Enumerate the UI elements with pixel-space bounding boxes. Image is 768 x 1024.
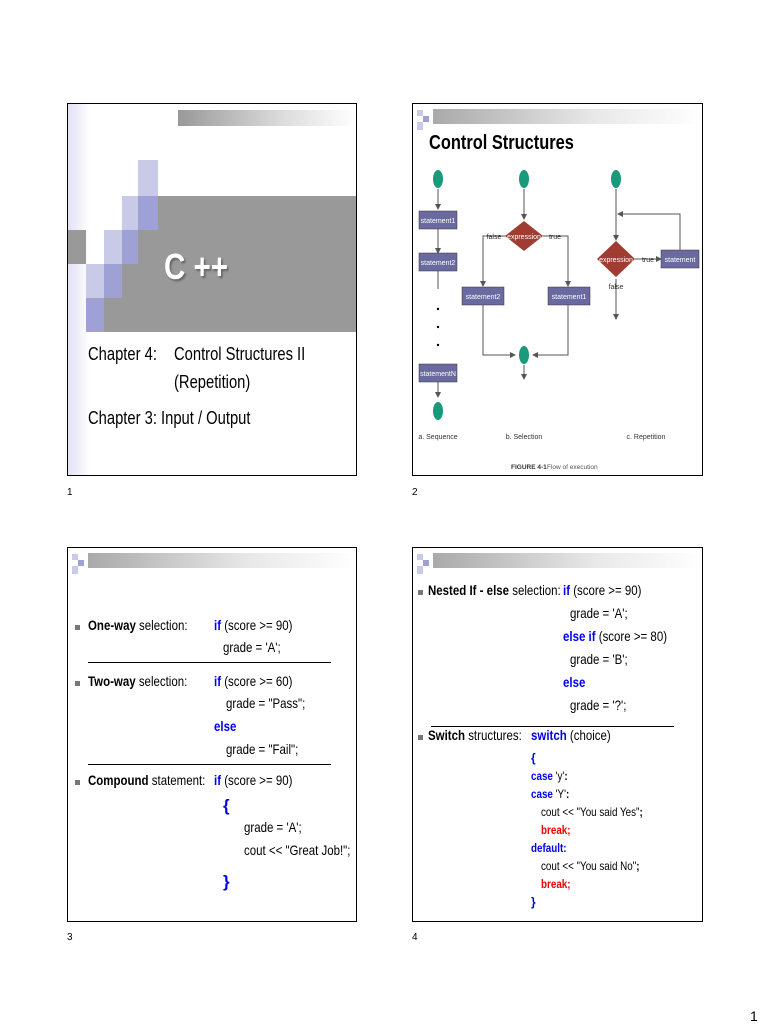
sel-expression: expression (507, 234, 541, 241)
figure-caption: Flow of execution (547, 464, 598, 471)
case-y: case 'y': (531, 769, 568, 783)
chapter3-line: Chapter 3: Input / Output (88, 408, 251, 428)
page-number: 1 (750, 1008, 758, 1024)
slide-4 (412, 547, 703, 922)
bullet-icon (75, 625, 80, 630)
seq-statement1: statement1 (420, 218, 456, 225)
compound-label: Compound statement: (88, 772, 206, 788)
bullet-icon (418, 735, 423, 740)
twoway-label: Two-way selection: (88, 673, 188, 689)
nested-grade-a: grade = 'A'; (570, 605, 628, 621)
nested-else: else (563, 674, 586, 690)
figure-label: FIGURE 4-1 (511, 464, 547, 471)
slide-title: C ++ (164, 246, 228, 287)
chapter4-label: Chapter 4: (88, 344, 157, 364)
deco-square (138, 160, 158, 196)
top-gradient-bar (88, 553, 356, 568)
divider (88, 662, 331, 663)
default-label: default: (531, 841, 567, 855)
top-gradient-bar (433, 109, 702, 124)
nested-grade-q: grade = '?'; (570, 697, 627, 713)
chapter4-title: Control Structures II (174, 344, 306, 364)
bullet-icon (75, 780, 80, 785)
twoway-code-else: else (214, 718, 237, 734)
slide-title: Control Structures (429, 132, 574, 154)
seq-statementN: statementN (420, 371, 456, 378)
sel-statement2: statement2 (465, 294, 501, 301)
rep-true-label: true (641, 257, 655, 264)
rep-expression: expression (599, 257, 633, 264)
close-brace: } (223, 872, 230, 891)
twoway-code-fail: grade = "Fail"; (226, 741, 299, 757)
open-brace: { (223, 796, 230, 815)
nested-grade-b: grade = 'B'; (570, 651, 628, 667)
compound-code-grade: grade = 'A'; (244, 819, 302, 835)
slide-1 (67, 103, 357, 476)
deco-square (423, 560, 429, 566)
bullet-icon (418, 590, 423, 595)
deco-square (78, 560, 84, 566)
nested-if: if (score >= 90) (563, 582, 642, 598)
caption-repetition: c. Repetition (626, 434, 666, 441)
switch-open-brace: { (531, 751, 536, 765)
switch-close-brace: } (531, 895, 536, 909)
case-Y: case 'Y': (531, 787, 570, 801)
nested-label: Nested If - else selection: (428, 582, 561, 598)
oneway-code-if: if (score >= 90) (214, 617, 293, 633)
true-label: true (548, 234, 562, 241)
rep-statement: statement (664, 257, 696, 264)
oneway-label: One-way selection: (88, 617, 188, 633)
caption-sequence: a. Sequence (418, 434, 458, 441)
sel-statement1: statement1 (551, 294, 587, 301)
break-2: break; (541, 877, 571, 891)
deco-square (423, 116, 429, 122)
bullet-icon (75, 681, 80, 686)
divider (88, 764, 331, 765)
slide-2 (412, 103, 703, 476)
deco-square (72, 566, 78, 574)
top-gradient-bar (178, 110, 356, 126)
slide-number: 4 (412, 932, 418, 943)
rep-false-label: false (608, 284, 624, 291)
oneway-code-grade: grade = 'A'; (223, 639, 281, 655)
slide-3 (67, 547, 357, 922)
chapter4-subtitle: (Repetition) (174, 372, 251, 392)
seq-statement2: statement2 (420, 260, 456, 267)
top-gradient-bar (433, 553, 702, 568)
flow-diagram (413, 159, 702, 475)
cout-yes: cout << "You said Yes"; (541, 805, 643, 819)
deco-square (417, 566, 423, 574)
terminal-node (433, 170, 621, 420)
twoway-code-pass: grade = "Pass"; (226, 695, 306, 711)
false-label: false (486, 234, 502, 241)
switch-label: Switch structures: (428, 727, 522, 743)
deco-square (417, 122, 423, 130)
nested-else-if: else if (score >= 80) (563, 628, 668, 644)
compound-code-cout: cout << "Great Job!"; (244, 842, 351, 858)
twoway-code-if: if (score >= 60) (214, 673, 293, 689)
caption-selection: b. Selection (505, 434, 543, 441)
slide-number: 3 (67, 932, 73, 943)
cout-no: cout << "You said No"; (541, 859, 640, 873)
compound-code-if: if (score >= 90) (214, 772, 293, 788)
slide-number: 1 (67, 487, 73, 498)
switch-head: switch (choice) (531, 727, 611, 743)
slide-number: 2 (412, 487, 418, 498)
break-1: break; (541, 823, 571, 837)
